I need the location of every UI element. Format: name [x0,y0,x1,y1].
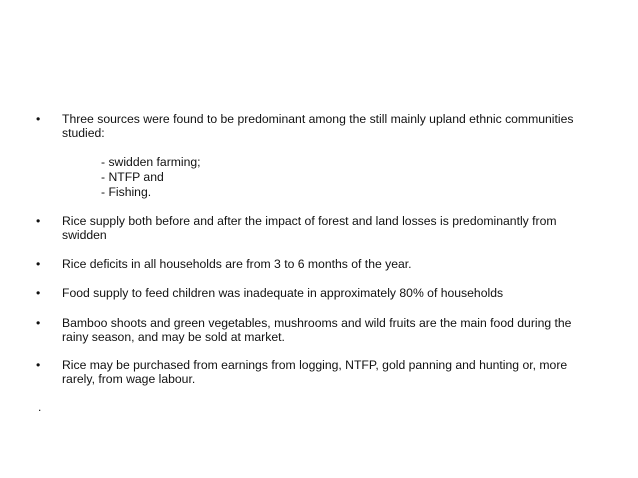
bullet-icon: • [36,257,41,271]
sub-item-ntfp: - NTFP and [101,170,164,184]
trailing-dot: . [38,400,42,414]
bullet-icon: • [36,214,41,228]
bullet-text: Three sources were found to be predominant among the still mainly upland ethnic communities studied: [62,112,574,140]
sub-item-swidden: - swidden farming; [101,155,201,169]
bullet-icon: • [36,358,41,372]
bullet-icon: • [36,316,41,330]
bullet-text: Rice deficits in all households are from 3 to 6 months of the year. [62,257,412,271]
bullet-icon: • [36,112,41,126]
bullet-text: Rice may be purchased from earnings from logging, NTFP, gold panning and hunting or, more rarely, from wage labour. [62,358,568,386]
bullet-text: Food supply to feed children was inadequate in approximately 80% of households [62,286,504,300]
bullet-text: Rice supply both before and after the impact of forest and land losses is predominantly from swidden [62,214,557,242]
sub-item-fishing: - Fishing. [101,185,152,199]
bullet-icon: • [36,286,41,300]
bullet-text: Bamboo shoots and green vegetables, mushrooms and wild fruits are the main food during the rainy season, and may be sold at market. [62,316,572,344]
